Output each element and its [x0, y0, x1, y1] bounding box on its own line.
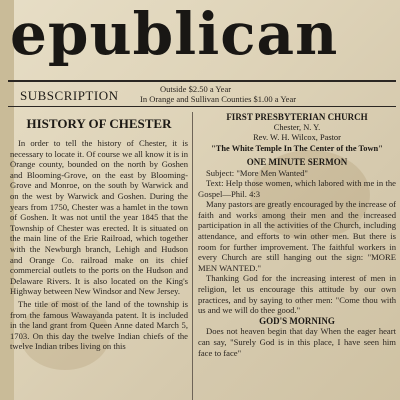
church-name: FIRST PRESBYTERIAN CHURCH [226, 112, 368, 122]
article-paragraph: In order to tell the history of Chester, it is necessary to locate it. Of course we all know it is in Orange county, bounded on the north by Goshen and Blooming-Grove, on the east by Blooming-Grove and Monroe, on the south by Warwick and on the west by Warwick and Goshen. During the years from 1750, Chester was a hamlet in the town of Goshen. It was not until the year 1845 that the Township of Chester was erected. It is situated on the main line of the Erie Railroad, which together with the Newburgh branch, Lehigh and Hudson and Orange Co. railroad make on its chief commercial outlets to the ports on the Hudson and Delaware Rivers. It is also located on the King's Highway between New Windsor and New Jersey. [10, 138, 188, 297]
sermon-paragraph: Thanking God for the increasing interest of men in religion, let us encourage this attitude by our own practices, and by saying to other men: "Come thou with us and we will do thee good." [198, 273, 396, 316]
sermon-heading: ONE MINUTE SERMON [246, 157, 348, 167]
sermon-text: Text: Help those women, which labored with me in the Gospel—Phil. 4:3 [198, 178, 396, 199]
church-location: Chester, N. Y. [273, 122, 321, 132]
masthead-title: epublican [10, 6, 339, 68]
subscription-rule [8, 106, 396, 107]
rate-in-county: In Orange and Sullivan Counties $1.00 a Year [140, 94, 297, 104]
column-divider [192, 112, 193, 400]
poem-text: Does not heaven begin that day When the eager heart can say, "Surely God is in this place, I have seen him face to face" [198, 326, 396, 358]
sermon-paragraph: Many pastors are greatly encouraged by the increase of faith and works among their men and the increased participation in all the activities of the Church, including attendance, and efforts to win other men. But there is room for further improvement. The faithful workers in every Church are still hanging out the sign: "MORE MEN WANTED." [198, 199, 396, 273]
history-article [10, 112, 188, 352]
morning-heading: GOD'S MORNING [259, 315, 335, 326]
masthead [4, 6, 396, 76]
article-heading: HISTORY OF CHESTER [26, 116, 172, 131]
article-paragraph: The title of most of the land of the township is from the famous Wawayanda patent. It is included in the land grant from Queen Anne dated March 5, 1703. On this day the twelve Indian chiefs of the twelve Indian tribes living on this [10, 298, 188, 352]
church-column [198, 112, 396, 358]
masthead-rule [8, 80, 396, 82]
sermon-subject: Subject: "More Men Wanted" [206, 167, 308, 178]
subscription-rates [140, 84, 296, 104]
rate-outside: Outside $2.50 a Year [160, 84, 232, 94]
subscription-label: SUBSCRIPTION [20, 88, 119, 103]
church-motto: "The White Temple In The Center of the Town" [211, 143, 383, 153]
church-pastor: Rev. W. H. Wilcox, Pastor [253, 133, 341, 142]
